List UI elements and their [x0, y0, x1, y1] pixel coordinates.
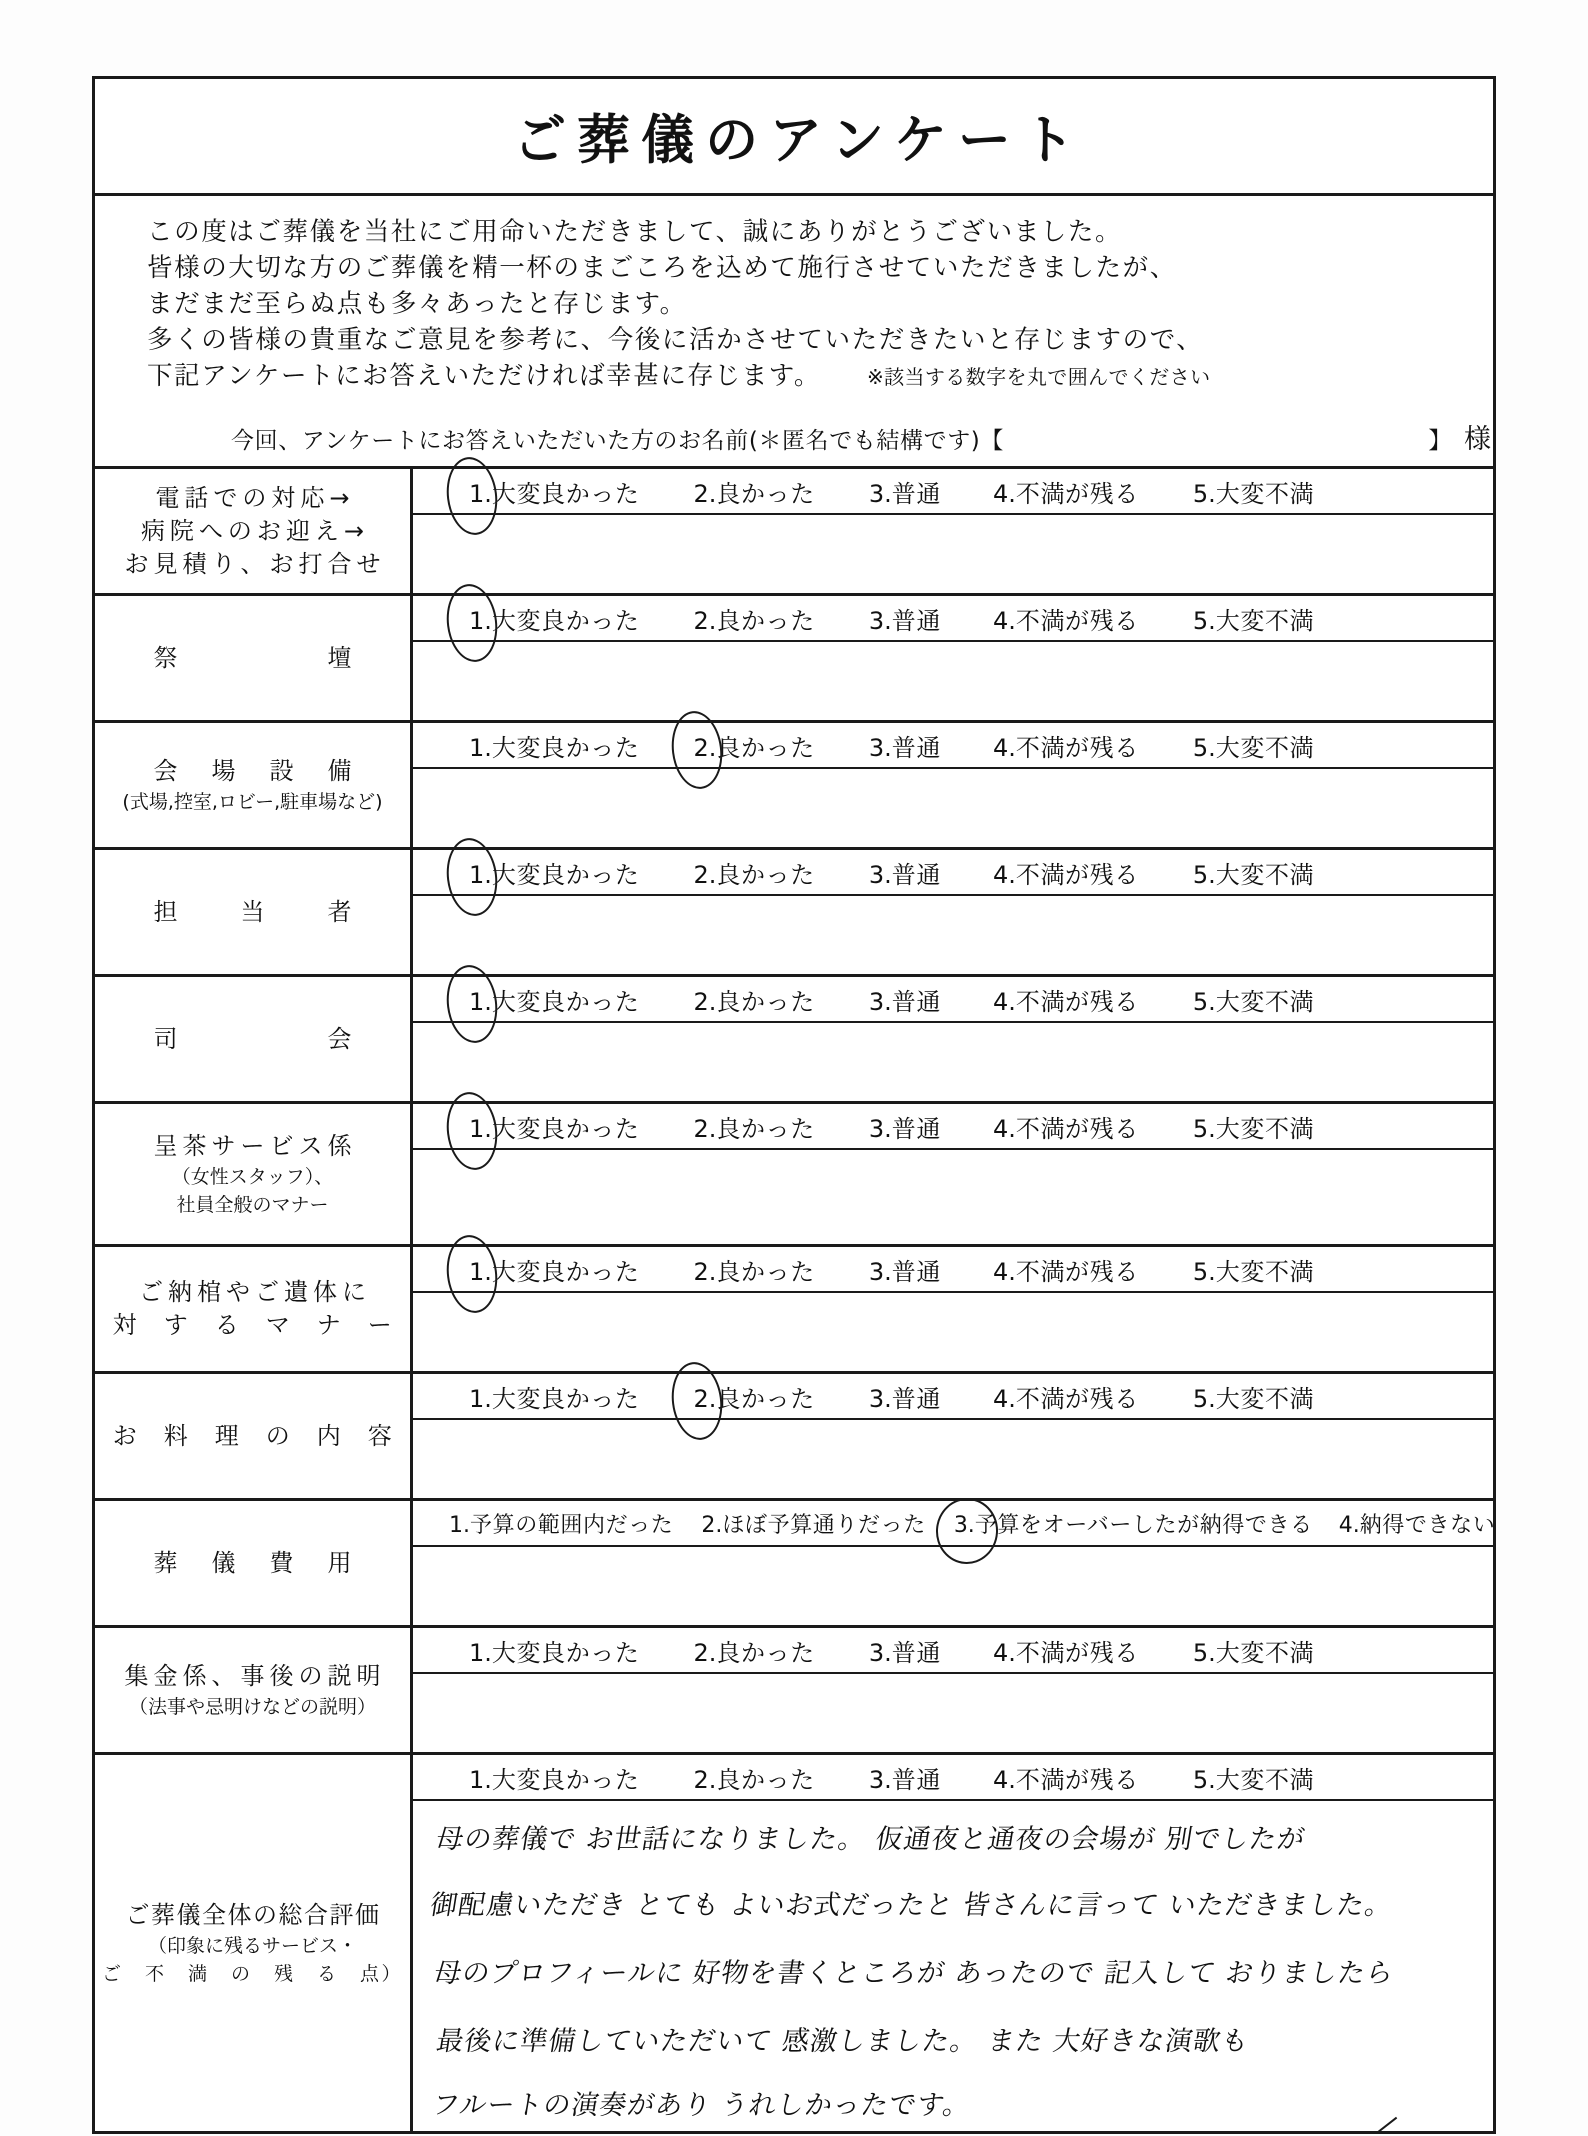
- option-label: 良かった: [716, 733, 815, 762]
- option-scale: [413, 469, 1493, 515]
- question-freetext-area[interactable]: [413, 1420, 1493, 1498]
- intro-line-4: 多くの皆様の貴重なご意見を参考に、今後に活かさせていただきたいと存じますので、: [147, 325, 1204, 355]
- option-choice[interactable]: [469, 1252, 640, 1287]
- option-choice[interactable]: [469, 728, 640, 763]
- option-choice[interactable]: [1193, 982, 1314, 1017]
- option-label: 良かった: [716, 1114, 815, 1143]
- question-label-cell: [95, 977, 413, 1101]
- handwritten-line: 母のプロフィールに 好物を書くところが あったので 記入して おりましたら: [432, 1958, 1397, 1989]
- option-choice[interactable]: [869, 855, 941, 890]
- option-choice[interactable]: [1193, 1379, 1314, 1414]
- option-label: 普通: [891, 479, 941, 508]
- option-number: 3.: [868, 1638, 892, 1667]
- option-number: 1.: [469, 1384, 492, 1413]
- option-number: 4.: [992, 606, 1016, 635]
- option-number: 1.: [469, 1257, 492, 1286]
- question-label: お 料 理 の 内 容: [112, 1421, 394, 1450]
- question-sublabel: (式場,控室,ロビー,駐車場など): [122, 790, 383, 813]
- question-label-cell: [95, 1628, 413, 1752]
- option-choice[interactable]: [701, 1508, 925, 1539]
- question-label-cell: [95, 723, 413, 847]
- overall-body: [413, 1755, 1493, 2131]
- question-row: [95, 1101, 1493, 1244]
- option-label: 大変不満: [1215, 1384, 1315, 1413]
- option-number: 2.: [693, 1638, 717, 1667]
- question-body: [413, 1501, 1495, 1625]
- option-label: 不満が残る: [1015, 1765, 1139, 1794]
- option-label: 良かった: [716, 1765, 815, 1794]
- option-label: 良かった: [716, 479, 815, 508]
- option-scale: [413, 1755, 1493, 1801]
- option-number: 1.: [449, 1512, 470, 1538]
- option-number: 1.: [469, 987, 492, 1016]
- option-choice[interactable]: [869, 1252, 941, 1287]
- question-body: [413, 850, 1493, 974]
- option-scale: [413, 1247, 1493, 1293]
- option-choice[interactable]: [694, 1760, 815, 1795]
- option-label: 良かった: [716, 606, 815, 635]
- question-label-cell: [95, 596, 413, 720]
- intro-band: [95, 196, 1493, 469]
- option-label: 不満が残る: [1015, 733, 1139, 762]
- option-number: 3.: [868, 987, 892, 1016]
- option-choice[interactable]: [869, 1760, 941, 1795]
- option-choice[interactable]: [1193, 1109, 1314, 1144]
- question-row: [95, 1244, 1493, 1371]
- option-choice[interactable]: [694, 982, 815, 1017]
- option-number: 1.: [469, 860, 492, 889]
- option-label: 大変良かった: [491, 733, 640, 762]
- question-label: 葬 儀 費 用: [153, 1548, 357, 1577]
- question-sublabel: 社員全般のマナー: [176, 1193, 329, 1216]
- option-number: 2.: [693, 1765, 717, 1794]
- option-label: 良かった: [716, 987, 815, 1016]
- question-body: [413, 977, 1493, 1101]
- intro-line-3: まだまだ至らぬ点も多々あったと存じます。: [147, 289, 687, 319]
- option-number: 5.: [1192, 1114, 1216, 1143]
- handwritten-line: 最後に準備していただいて 感激しました。 また 大好きな演歌も: [434, 2026, 1252, 2057]
- pen-stroke-mark: [1349, 2117, 1398, 2131]
- option-number: 3.: [868, 1765, 892, 1794]
- question-freetext-area[interactable]: [413, 1547, 1495, 1625]
- option-scale: [413, 1374, 1493, 1420]
- question-freetext-area[interactable]: [413, 1674, 1493, 1752]
- option-choice[interactable]: [469, 982, 640, 1017]
- option-label: 普通: [891, 1638, 941, 1667]
- option-number: 4.: [992, 1257, 1016, 1286]
- question-row: [95, 1498, 1496, 1625]
- option-choice[interactable]: [1193, 474, 1314, 509]
- question-row: [95, 593, 1493, 720]
- option-choice[interactable]: [694, 1633, 815, 1668]
- question-label: 電話での対応→: [155, 483, 355, 512]
- question-label: 病院へのお迎え→: [140, 516, 370, 545]
- option-number: 1.: [469, 1638, 492, 1667]
- question-label-cell: [95, 1374, 413, 1498]
- option-scale: [413, 850, 1493, 896]
- question-freetext-area[interactable]: [413, 769, 1493, 847]
- option-number: 5.: [1192, 606, 1216, 635]
- option-number: 2.: [693, 1114, 717, 1143]
- option-number: 4.: [992, 1114, 1016, 1143]
- option-number: 3.: [868, 1257, 892, 1286]
- option-label: 大変不満: [1215, 733, 1315, 762]
- option-number: 5.: [1192, 1384, 1216, 1413]
- option-scale: [413, 977, 1493, 1023]
- option-label: 普通: [891, 1257, 941, 1286]
- option-choice[interactable]: [993, 1760, 1139, 1795]
- respondent-name-honorific: 様: [1464, 424, 1493, 455]
- option-choice[interactable]: [869, 1109, 941, 1144]
- option-number: 4.: [992, 1765, 1016, 1794]
- option-label: 不満が残る: [1015, 479, 1139, 508]
- option-label: 大変不満: [1215, 987, 1315, 1016]
- option-label: ほぼ予算通りだった: [722, 1512, 926, 1538]
- page-title: ご葬儀のアンケート: [513, 110, 1086, 171]
- option-choice[interactable]: [993, 1379, 1139, 1414]
- option-number: 1.: [469, 479, 492, 508]
- question-body: [413, 1247, 1493, 1371]
- option-number: 3.: [868, 479, 892, 508]
- question-freetext-area[interactable]: [413, 642, 1493, 720]
- overall-evaluation-row: [95, 1752, 1493, 2131]
- option-choice[interactable]: [1193, 601, 1314, 636]
- option-label: 大変良かった: [491, 1638, 640, 1667]
- option-number: 2.: [701, 1512, 723, 1538]
- option-choice[interactable]: [1193, 1760, 1314, 1795]
- option-number: 4.: [992, 860, 1016, 889]
- option-number: 1.: [469, 733, 492, 762]
- option-choice[interactable]: [694, 1379, 815, 1414]
- option-label: 予算の範囲内だった: [470, 1512, 674, 1538]
- option-number: 2.: [693, 606, 717, 635]
- option-label: 大変良かった: [491, 860, 640, 889]
- option-label: 普通: [891, 606, 941, 635]
- option-label: 納得できない: [1359, 1512, 1496, 1538]
- option-label: 不満が残る: [1015, 860, 1139, 889]
- option-choice[interactable]: [1193, 855, 1314, 890]
- option-number: 1.: [469, 1765, 492, 1794]
- option-number: 3.: [868, 1114, 892, 1143]
- option-number: 5.: [1192, 733, 1216, 762]
- option-label: 不満が残る: [1015, 987, 1139, 1016]
- option-choice[interactable]: [469, 1633, 640, 1668]
- intro-line-5-text: 下記アンケートにお答えいただければ幸甚に存じます。: [147, 361, 821, 391]
- question-label: 祭 壇: [153, 643, 357, 672]
- option-label: 普通: [891, 860, 941, 889]
- option-scale: [413, 596, 1493, 642]
- form-frame: [92, 76, 1496, 2134]
- question-row: [95, 469, 1493, 593]
- option-choice[interactable]: [869, 1633, 941, 1668]
- question-label-cell: [95, 850, 413, 974]
- question-freetext-area[interactable]: [413, 1023, 1493, 1101]
- question-label: 対 す る マ ナ ー: [112, 1311, 394, 1339]
- option-choice[interactable]: [469, 1379, 640, 1414]
- option-number: 2.: [693, 987, 717, 1016]
- option-label: 大変不満: [1215, 606, 1315, 635]
- option-number: 4.: [992, 479, 1016, 508]
- option-choice[interactable]: [469, 601, 640, 636]
- option-number: 4.: [1338, 1512, 1360, 1538]
- question-label: ご納棺やご遺体に: [139, 1278, 371, 1306]
- option-scale: [413, 1104, 1493, 1150]
- option-label: 不満が残る: [1015, 1257, 1139, 1286]
- question-sublabel: （法事や忌明けなどの説明）: [128, 1695, 376, 1718]
- question-label: 集金係、事後の説明: [124, 1661, 386, 1690]
- option-choice[interactable]: [449, 1508, 673, 1539]
- option-choice[interactable]: [993, 982, 1139, 1017]
- question-freetext-area[interactable]: [413, 515, 1493, 593]
- question-body: [413, 469, 1493, 593]
- option-number: 3.: [868, 606, 892, 635]
- option-label: 大変不満: [1215, 1765, 1315, 1794]
- option-label: 普通: [891, 733, 941, 762]
- question-label-cell: [95, 469, 413, 593]
- option-choice[interactable]: [1193, 728, 1314, 763]
- option-number: 1.: [469, 1114, 492, 1143]
- option-label: 大変良かった: [491, 606, 640, 635]
- option-label: 不満が残る: [1015, 1638, 1139, 1667]
- option-number: 4.: [992, 733, 1016, 762]
- question-label: 担 当 者: [153, 897, 357, 926]
- option-number: 5.: [1192, 479, 1216, 508]
- option-label: 大変不満: [1215, 1257, 1315, 1286]
- option-label: 良かった: [716, 1384, 815, 1413]
- option-label: 不満が残る: [1015, 1384, 1139, 1413]
- question-row: [95, 974, 1493, 1101]
- question-row: [95, 720, 1493, 847]
- handwritten-line: 母の葬儀で お世話になりました。 仮通夜と通夜の会場が 別でしたが: [434, 1824, 1308, 1855]
- option-number: 4.: [992, 1384, 1016, 1413]
- option-scale: [413, 723, 1493, 769]
- option-number: 5.: [1192, 1638, 1216, 1667]
- option-choice[interactable]: [694, 601, 815, 636]
- option-choice[interactable]: [694, 855, 815, 890]
- option-number: 5.: [1192, 1257, 1216, 1286]
- option-label: 普通: [891, 1765, 941, 1794]
- question-sublabel: （女性スタッフ）、: [171, 1165, 334, 1188]
- handwritten-line: フルートの演奏があり うれしかったです。: [430, 2090, 974, 2121]
- question-sublabel: （印象に残るサービス・: [147, 1934, 357, 1957]
- option-choice[interactable]: [694, 474, 815, 509]
- option-number: 3.: [868, 1384, 892, 1413]
- option-choice[interactable]: [694, 728, 815, 763]
- question-label-cell: [95, 1755, 413, 2131]
- question-label: ご葬儀全体の総合評価: [125, 1900, 381, 1929]
- option-label: 良かった: [716, 1257, 815, 1286]
- option-number: 2.: [693, 860, 717, 889]
- intro-line-5: [147, 358, 1473, 395]
- intro-line-2: 皆様の大切な方のご葬儀を精一杯のまごころを込めて施行させていただきましたが、: [147, 253, 1177, 283]
- option-label: 普通: [891, 1114, 941, 1143]
- option-choice[interactable]: [694, 1109, 815, 1144]
- option-label: 大変不満: [1215, 860, 1315, 889]
- question-label: 司 会: [153, 1024, 357, 1053]
- question-body: [413, 1628, 1493, 1752]
- option-choice[interactable]: [993, 1252, 1139, 1287]
- option-label: 大変不満: [1215, 1638, 1315, 1667]
- option-label: 大変良かった: [491, 479, 640, 508]
- circle-instruction-note: ※該当する数字を丸で囲んでください: [866, 365, 1211, 389]
- question-sublabel: ご 不 満 の 残 る 点）: [101, 1962, 403, 1985]
- option-choice[interactable]: [954, 1508, 1313, 1539]
- question-body: [413, 723, 1493, 847]
- intro-paragraph: [95, 214, 1493, 395]
- question-freetext-area[interactable]: [413, 1293, 1493, 1371]
- option-choice[interactable]: [694, 1252, 815, 1287]
- option-choice[interactable]: [469, 855, 640, 890]
- question-body: [413, 596, 1493, 720]
- option-label: 大変良かった: [491, 987, 640, 1016]
- option-scale: [413, 1501, 1495, 1547]
- question-label-cell: [95, 1501, 413, 1625]
- option-choice[interactable]: [1193, 1633, 1314, 1668]
- option-label: 大変良かった: [491, 1765, 640, 1794]
- question-rows: [95, 469, 1496, 2131]
- question-row: [95, 847, 1493, 974]
- option-choice[interactable]: [1339, 1508, 1496, 1539]
- respondent-name-line: [95, 417, 1493, 456]
- question-freetext-area[interactable]: [413, 1150, 1493, 1244]
- question-row: [95, 1371, 1493, 1498]
- option-scale: [413, 1628, 1493, 1674]
- option-label: 良かった: [716, 860, 815, 889]
- option-label: 不満が残る: [1015, 1114, 1139, 1143]
- question-freetext-area[interactable]: [413, 896, 1493, 974]
- option-label: 普通: [891, 987, 941, 1016]
- option-choice[interactable]: [993, 728, 1139, 763]
- option-choice[interactable]: [993, 601, 1139, 636]
- option-choice[interactable]: [993, 474, 1139, 509]
- option-number: 3.: [868, 733, 892, 762]
- option-choice[interactable]: [469, 1109, 640, 1144]
- question-label-cell: [95, 1104, 413, 1244]
- option-number: 2.: [693, 1384, 717, 1413]
- question-label-cell: [95, 1247, 413, 1371]
- option-number: 2.: [693, 733, 717, 762]
- question-body: [413, 1104, 1493, 1244]
- respondent-name-label: 今回、アンケートにお答えいただいた方のお名前(＊匿名でも結構です)【: [231, 428, 1004, 454]
- option-label: 不満が残る: [1015, 606, 1139, 635]
- option-label: 大変不満: [1215, 479, 1315, 508]
- option-choice[interactable]: [869, 1379, 941, 1414]
- handwritten-comment-area[interactable]: [413, 1801, 1493, 2131]
- handwritten-line: 御配慮いただき とても よいお式だったと 皆さんに言って いただきました。: [428, 1890, 1396, 1921]
- title-band: [95, 79, 1493, 196]
- option-label: 普通: [891, 1384, 941, 1413]
- option-choice[interactable]: [469, 474, 640, 509]
- option-label: 大変不満: [1215, 1114, 1315, 1143]
- option-choice[interactable]: [1193, 1252, 1314, 1287]
- option-number: 2.: [693, 1257, 717, 1286]
- option-choice[interactable]: [993, 855, 1139, 890]
- option-number: 2.: [693, 479, 717, 508]
- option-number: 3.: [868, 860, 892, 889]
- option-choice[interactable]: [869, 728, 941, 763]
- option-choice[interactable]: [869, 601, 941, 636]
- option-number: 5.: [1192, 860, 1216, 889]
- option-choice[interactable]: [993, 1633, 1139, 1668]
- intro-line-1: この度はご葬儀を当社にご用命いただきまして、誠にありがとうございました。: [147, 217, 1123, 247]
- option-label: 良かった: [716, 1638, 815, 1667]
- question-row: [95, 1625, 1493, 1752]
- option-number: 1.: [469, 606, 492, 635]
- option-number: 4.: [992, 987, 1016, 1016]
- question-label: 会 場 設 備: [153, 756, 357, 785]
- option-choice[interactable]: [869, 474, 941, 509]
- option-choice[interactable]: [869, 982, 941, 1017]
- option-choice[interactable]: [469, 1760, 640, 1795]
- option-label: 大変良かった: [491, 1257, 640, 1286]
- option-number: 3.: [953, 1512, 975, 1538]
- option-number: 5.: [1192, 1765, 1216, 1794]
- option-label: 大変良かった: [491, 1114, 640, 1143]
- option-number: 5.: [1192, 987, 1216, 1016]
- question-body: [413, 1374, 1493, 1498]
- option-label: 予算をオーバーしたが納得できる: [974, 1512, 1313, 1538]
- question-label: お見積り、お打合せ: [124, 549, 386, 578]
- respondent-name-bracket-close: 】: [1428, 428, 1452, 454]
- question-label: 呈茶サービス係: [153, 1131, 357, 1160]
- option-number: 4.: [992, 1638, 1016, 1667]
- option-label: 大変良かった: [491, 1384, 640, 1413]
- option-choice[interactable]: [993, 1109, 1139, 1144]
